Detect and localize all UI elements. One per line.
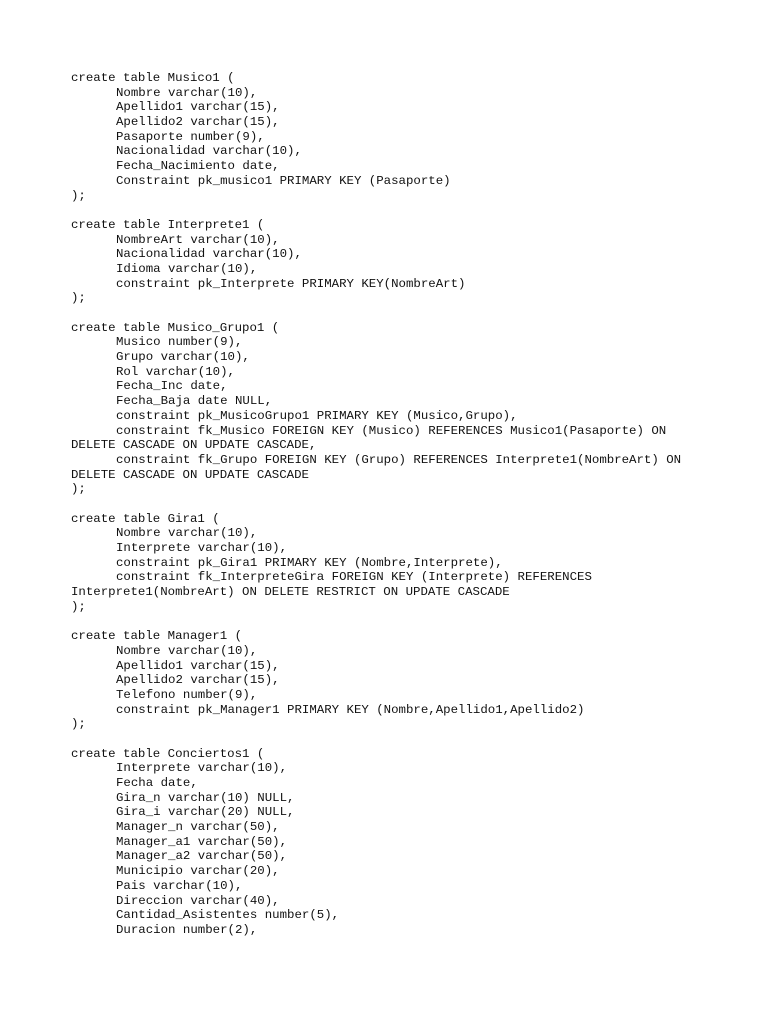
code-line: Nacionalidad varchar(10), [116,144,302,159]
code-line: constraint pk_Manager1 PRIMARY KEY (Nombre,Apellido1,Apellido2) [116,702,585,717]
code-line: create table Interprete1 ( [71,217,265,232]
code-line: Nombre varchar(10), [116,526,258,541]
blank-line [71,306,731,321]
code-line: Fecha_Inc date, [116,379,228,394]
code-line: Grupo varchar(10), [116,350,250,365]
code-line: Interprete varchar(10), [116,761,288,776]
code-line: Pais varchar(10), [116,878,243,893]
code-line: Cantidad_Asistentes number(5), [116,908,340,923]
code-line: DELETE CASCADE ON UPDATE CASCADE [71,467,309,482]
code-line: ); [71,482,86,497]
code-line: Idioma varchar(10), [116,261,258,276]
code-line: Rol varchar(10), [116,364,235,379]
code-line: Telefono number(9), [116,687,258,702]
blank-line [71,732,731,747]
code-line: Apellido2 varchar(15), [116,673,280,688]
code-line: Direccion varchar(40), [116,893,280,908]
code-line: Apellido1 varchar(15), [116,658,280,673]
code-line: ); [71,717,86,732]
code-line: Fecha_Nacimiento date, [116,159,280,174]
blank-line [71,203,731,218]
code-line: constraint fk_InterpreteGira FOREIGN KEY (Interprete) REFERENCES [116,570,592,585]
code-line: create table Manager1 ( [71,629,243,644]
code-line: constraint pk_Gira1 PRIMARY KEY (Nombre,Interprete), [116,555,503,570]
code-line: Gira_n varchar(10) NULL, [116,790,295,805]
code-line: constraint pk_Interprete PRIMARY KEY(NombreArt) [116,276,466,291]
code-line: Interprete1(NombreArt) ON DELETE RESTRICT ON UPDATE CASCADE [71,585,510,600]
code-line: constraint fk_Musico FOREIGN KEY (Musico) REFERENCES Musico1(Pasaporte) ON [116,423,667,438]
code-line: Duracion number(2), [116,922,258,937]
code-line: Manager_n varchar(50), [116,820,280,835]
code-line: Manager_a1 varchar(50), [116,834,288,849]
blank-line [71,497,731,512]
blank-line [71,614,731,629]
code-line: Apellido1 varchar(15), [116,100,280,115]
code-line: ); [71,599,86,614]
code-line: Nombre varchar(10), [116,643,258,658]
code-line: Fecha_Baja date NULL, [116,394,273,409]
code-line: Nacionalidad varchar(10), [116,247,302,262]
code-line: Manager_a2 varchar(50), [116,849,288,864]
code-line: Gira_i varchar(20) NULL, [116,805,295,820]
code-line: create table Musico1 ( [71,71,235,85]
code-line: constraint pk_MusicoGrupo1 PRIMARY KEY (Musico,Grupo), [116,408,518,423]
code-line: ); [71,188,86,203]
code-line: Fecha date, [116,776,198,790]
code-line: create table Musico_Grupo1 ( [71,320,280,335]
code-line: Constraint pk_musico1 PRIMARY KEY (Pasaporte) [116,173,451,188]
code-line: Interprete varchar(10), [116,541,288,555]
code-line: constraint fk_Grupo FOREIGN KEY (Grupo) REFERENCES Interprete1(NombreArt) ON [116,452,682,467]
code-line: Pasaporte number(9), [116,129,265,144]
code-line: Nombre varchar(10), [116,85,258,100]
sql-document [71,71,731,938]
code-line: Apellido2 varchar(15), [116,115,280,130]
code-line: Municipio varchar(20), [116,864,280,879]
code-line: create table Conciertos1 ( [71,746,265,761]
code-line: DELETE CASCADE ON UPDATE CASCADE, [71,438,317,453]
code-line: NombreArt varchar(10), [116,232,280,247]
code-line: create table Gira1 ( [71,511,220,526]
code-line: ); [71,291,86,306]
code-line: Musico number(9), [116,335,243,350]
